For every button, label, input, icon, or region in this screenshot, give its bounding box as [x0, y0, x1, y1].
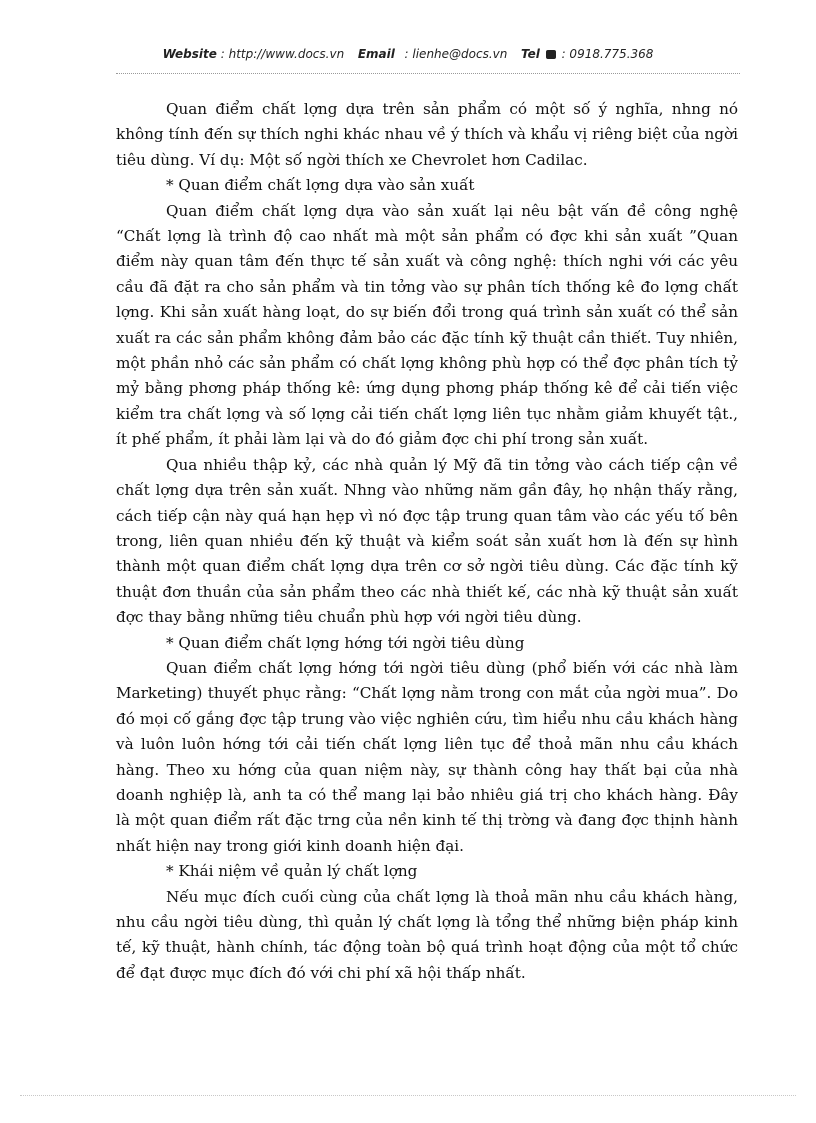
- footer-divider: [20, 1095, 796, 1096]
- page-header: [0, 47, 816, 61]
- paragraph-production-quality: Quan điểm chất lợng dựa vào sản xuất lại nêu bật vấn đề công nghệ “Chất lợng là trình độ cao nhất mà một sản phẩm có đợc khi sản xuất ”Quan điểm này quan tâm đến thực tế sản xuất và công nghệ: thích nghi với các yêu cầu đã đặt ra cho sản phẩm và tin tởng vào sự phân tích thống kê đo lợng chất lợng. Khi sản xuất hàng loạt, do sự biến đổi trong quá trình sản xuất có thể sản xuất ra các sản phẩm không đảm bảo các đặc tính kỹ thuật cần thiết. Tuy nhiên, một phần nhỏ các sản phẩm có chất lợng không phù hợp có thể đợc phân tích tỷ mỷ bằng phơng pháp thống kê: ứng dụng phơng pháp thống kê để cải tiến việc kiểm tra chất lợng và số lợng cải tiến chất lợng liên tục nhằm giảm khuyết tật., ít phế phẩm, ít phải làm lại và do đó giảm đợc chi phí trong sản xuất.: [116, 201, 738, 449]
- phone-icon: [546, 50, 556, 59]
- tel-label: Tel: [521, 47, 540, 61]
- heading-consumer-quality: * Quan điểm chất lợng hớng tới ngời tiêu dùng: [166, 633, 525, 652]
- header-divider: [116, 73, 740, 74]
- document-body: [116, 97, 738, 986]
- paragraph-us-managers: Qua nhiều thập kỷ, các nhà quản lý Mỹ đã tin tởng vào cách tiếp cận về chất lợng dựa trên sản xuất. Nhng vào những năm gần đây, họ nhận thấy rằng, cách tiếp cận này quá hạn hẹp vì nó đợc tập trung quan tâm vào các yếu tố bên trong, liên quan nhiều đến kỹ thuật và kiểm soát sản xuất hơn là đến sự hình thành một quan điểm chất lợng dựa trên cơ sở ngời tiêu dùng. Các đặc tính kỹ thuật đơn thuần của sản phẩm theo các nhà thiết kế, các nhà kỹ thuật sản xuất đợc thay bằng những tiêu chuẩn phù hợp với ngời tiêu dùng.: [116, 455, 738, 627]
- paragraph-quality-management: Nếu mục đích cuối cùng của chất lợng là thoả mãn nhu cầu khách hàng, nhu cầu ngời tiêu dùng, thì quản lý chất lợng là tổng thể những biện pháp kinh tế, kỹ thuật, hành chính, tác động toàn bộ quá trình hoạt động của một tổ chức để đạt được mục đích đó với chi phí xã hội thấp nhất.: [116, 887, 738, 982]
- email-label: Email: [357, 47, 395, 61]
- website-label: Website: [162, 47, 217, 61]
- heading-quality-management: * Khái niệm về quản lý chất lợng: [166, 862, 418, 881]
- email-value[interactable]: : lienhe@docs.vn: [404, 47, 508, 61]
- website-value[interactable]: : http://www.docs.vn: [220, 47, 345, 61]
- paragraph-consumer-quality: Quan điểm chất lợng hớng tới ngời tiêu dùng (phổ biến với các nhà làm Marketing) thuyết phục rằng: “Chất lợng nằm trong con mắt của ngời mua”. Do đó mọi cố gắng đợc tập trung vào việc nghiên cứu, tìm hiểu nhu cầu khách hàng và luôn luôn hớng tới cải tiến chất lợng liên tục để thoả mãn nhu cầu khách hàng. Theo xu hớng của quan niệm này, sự thành công hay thất bại của nhà doanh nghiệp là, anh ta có thể mang lại bảo nhiêu giá trị cho khách hàng. Đây là một quan điểm rất đặc trng của nền kinh tế thị trờng và đang đợc thịnh hành nhất hiện nay trong giới kinh doanh hiện đại.: [116, 658, 738, 855]
- tel-value: : 0918.775.368: [561, 47, 654, 61]
- paragraph-product-quality: Quan điểm chất lợng dựa trên sản phẩm có một số ý nghĩa, nhng nó không tính đến sự thích nghi khác nhau về ý thích và khẩu vị riêng biệt của ngời tiêu dùng. Ví dụ: Một số ngời thích xe Chevrolet hơn Cadilac.: [116, 100, 738, 169]
- heading-production-quality: * Quan điểm chất lợng dựa vào sản xuất: [166, 176, 475, 195]
